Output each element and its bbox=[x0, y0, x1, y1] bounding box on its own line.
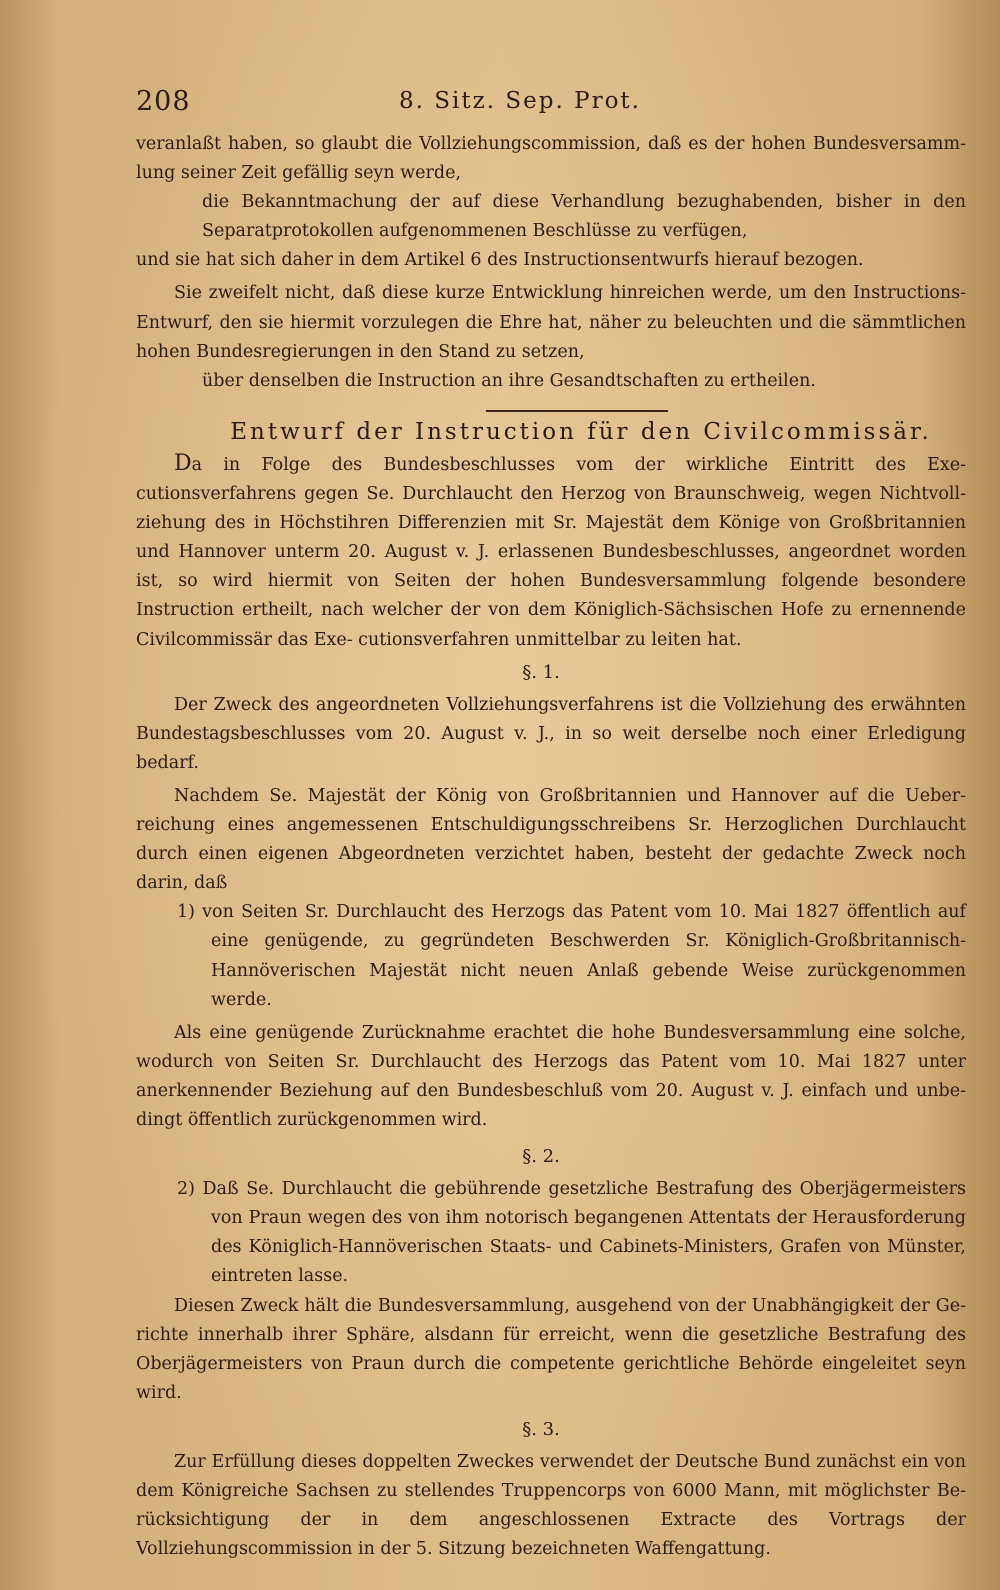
section-divider bbox=[486, 410, 668, 412]
page-header bbox=[0, 86, 1000, 122]
numbered-item-1: 1) von Seiten Sr. Durchlaucht des Herzogs das Patent vom 10. Mai 1827 öffentlich auf eine genügende, zu gegründeten Beschwerden Sr. Königlich-Großbritannisch- Hannöverischen Majestät nicht neuen Anlaß gebende Weise zurückgenommen werde. bbox=[177, 902, 966, 1010]
paragraph: Als eine genügende Zurücknahme erachtet die hohe Bundesversammlung eine solche, wodurch von Seiten Sr. Durchlaucht des Herzogs das Patent vom 10. Mai 1827 unter anerkennender Beziehung auf den Bundesbeschluß vom 20. August v. J. einfach und unbe- dingt öffentlich zurückgenommen wird. bbox=[136, 1022, 966, 1130]
quoted-clause: die Bekanntmachung der auf diese Verhandlung bezughabenden, bisher in den Separatprotokollen aufgenommenen Beschlüsse zu verfügen, bbox=[202, 192, 966, 242]
page-body bbox=[136, 130, 966, 1564]
paragraph: Sie zweifelt nicht, daß diese kurze Entwicklung hinreichen werde, um den Instructions- Entwurf, den sie hiermit vorzulegen die Ehre hat, näher zu beleuchten und die sämmtlichen hohen Bundesregierungen in den Stand zu setzen, bbox=[136, 283, 966, 362]
paragraph: Zur Erfüllung dieses doppelten Zweckes verwendet der Deutsche Bund zunächst ein von dem Königreiche Sachsen zu stellendes Truppencorps von 6000 Mann, mit möglichster Be- rücksichtigung der in dem angeschlossenen Extracte des Vortrags der Vollziehungscommission in der 5. Sitzung bezeichneten Waffengattung. bbox=[136, 1452, 966, 1560]
paragraph: Nachdem Se. Majestät der König von Großbritannien und Hannover auf die Ueber- reichung eines angemessenen Entschuldigungsschreibens Sr. Herzoglichen Durchlaucht durch einen eigenen Abgeordneten verzichtet haben, besteht der gedachte Zweck noch darin, daß bbox=[136, 785, 966, 894]
instruction-intro bbox=[136, 449, 966, 655]
paragraph: veranlaßt haben, so glaubt die Vollziehungscommission, daß es der hohen Bundesversamm- lung seiner Zeit gefällig seyn werde, bbox=[136, 134, 966, 184]
section-heading-2: §. 2. bbox=[522, 1146, 560, 1168]
numbered-item-2: 2) Daß Se. Durchlaucht die gebührende gesetzliche Bestrafung des Oberjägermeisters von Praun wegen des von ihm notorisch begangenen Attentats der Herausforderung des Königlich-Hannöverischen Staats- und Cabinets-Ministers, Grafen von Münster, eintreten lasse. bbox=[177, 1179, 966, 1287]
paragraph: Der Zweck des angeordneten Vollziehungsverfahrens ist die Vollziehung des erwähnten Bundestagsbeschlusses vom 20. August v. J., in so weit derselbe noch einer Erledigung bedarf. bbox=[136, 694, 966, 773]
paragraph: Diesen Zweck hält die Bundesversammlung, ausgehend von der Unabhängigkeit der Ge- richte innerhalb ihrer Sphäre, alsdann für erreicht, wenn die gesetzliche Bestrafung des Oberjägermeisters von Praun durch die competente gerichtliche Behörde eingeleitet seyn wird. bbox=[136, 1295, 966, 1403]
instruction-intro-text: a in Folge des Bundesbeschlusses vom der wirkliche Eintritt des Exe- cutionsverfahrens gegen Se. Durchlaucht den Herzog von Braunschweig, wegen Nichtvoll- ziehung des in Höchstihren Differenzien mit Sr. Majestät dem Könige von Großbritannien und Hannover unterm 20. August v. J. erlassenen Bundesbeschlusses, angeordnet worden ist, so wird hiermit von Seiten der hohen Bundesversammlung folgende besondere Instruction ertheilt, nach welcher der von dem Königlich-Sächsischen Hofe zu ernennende Civilcommissär das Exe- cutionsverfahren unmittelbar zu leiten hat. bbox=[136, 454, 966, 650]
page-number: 208 bbox=[136, 86, 191, 117]
instruction-title: Entwurf der Instruction für den Civilcommissär. bbox=[230, 418, 932, 445]
quoted-clause: über denselben die Instruction an ihre Gesandtschaften zu ertheilen. bbox=[202, 370, 816, 391]
running-head: 8. Sitz. Sep. Prot. bbox=[399, 88, 641, 114]
section-heading-3: §. 3. bbox=[522, 1418, 560, 1440]
paragraph: und sie hat sich daher in dem Artikel 6 des Instructionsentwurfs hierauf bezogen. bbox=[136, 250, 864, 271]
section-heading-1: §. 1. bbox=[522, 661, 560, 683]
initial-letter: D bbox=[174, 450, 192, 476]
